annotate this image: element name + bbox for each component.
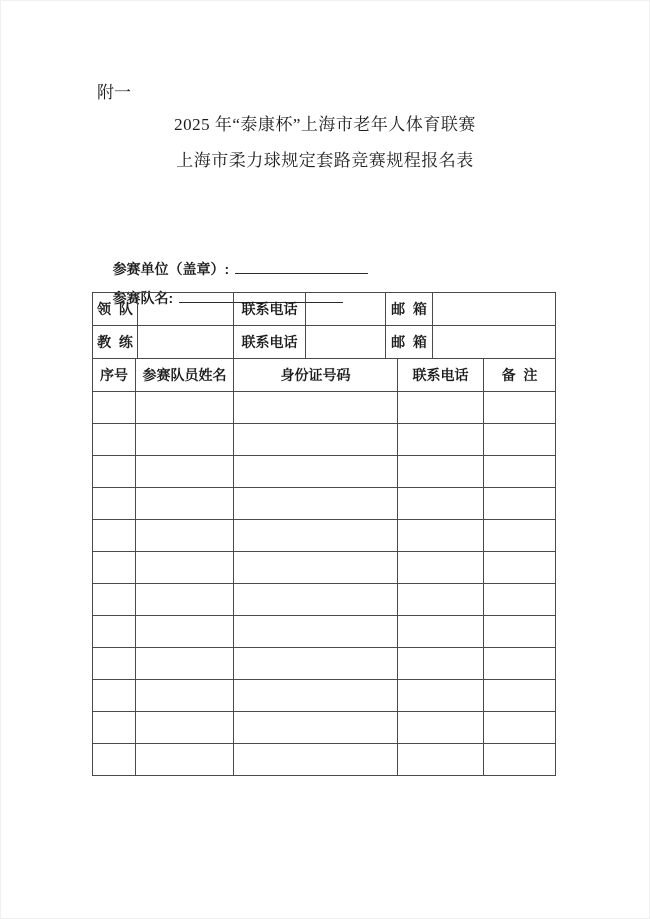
member-empty-cell — [398, 552, 484, 584]
registration-tables — [92, 292, 555, 776]
member-empty-cell — [234, 744, 398, 776]
member-empty-cell — [398, 616, 484, 648]
member-empty-cell — [484, 616, 556, 648]
member-empty-cell — [234, 424, 398, 456]
attachment-label: 附一 — [97, 83, 131, 102]
member-empty-cell — [484, 584, 556, 616]
member-header-number: 序号 — [93, 359, 136, 392]
member-table-body — [93, 392, 556, 776]
member-empty-cell — [398, 648, 484, 680]
member-empty-row — [93, 744, 556, 776]
member-empty-cell — [93, 488, 136, 520]
member-empty-cell — [136, 552, 234, 584]
coach-phone-label: 联系电话 — [234, 326, 306, 359]
member-header-remark: 备 注 — [484, 359, 556, 392]
member-empty-cell — [93, 616, 136, 648]
member-empty-cell — [234, 392, 398, 424]
member-empty-cell — [234, 712, 398, 744]
leader-email-cell — [433, 293, 556, 326]
member-empty-cell — [398, 744, 484, 776]
member-empty-cell — [93, 712, 136, 744]
member-empty-cell — [398, 712, 484, 744]
member-empty-row — [93, 712, 556, 744]
coach-email-label: 邮 箱 — [386, 326, 433, 359]
staff-row-coach — [93, 326, 556, 359]
member-empty-cell — [398, 520, 484, 552]
member-empty-cell — [398, 488, 484, 520]
member-empty-cell — [93, 744, 136, 776]
member-empty-cell — [93, 680, 136, 712]
member-empty-row — [93, 488, 556, 520]
member-empty-cell — [136, 424, 234, 456]
team-field-label: 参赛队名: — [112, 290, 174, 306]
leader-phone-label: 联系电话 — [234, 293, 306, 326]
member-empty-cell — [136, 456, 234, 488]
leader-name-cell — [138, 293, 234, 326]
member-empty-row — [93, 680, 556, 712]
member-roster-table — [92, 358, 556, 776]
member-empty-cell — [136, 744, 234, 776]
member-empty-cell — [484, 456, 556, 488]
member-empty-cell — [398, 584, 484, 616]
member-empty-cell — [484, 744, 556, 776]
leader-email-label: 邮 箱 — [386, 293, 433, 326]
member-empty-cell — [234, 456, 398, 488]
member-empty-cell — [93, 424, 136, 456]
member-empty-cell — [93, 648, 136, 680]
member-header-name: 参赛队员姓名 — [136, 359, 234, 392]
member-empty-cell — [136, 680, 234, 712]
member-empty-cell — [398, 424, 484, 456]
member-empty-cell — [93, 392, 136, 424]
member-empty-cell — [484, 680, 556, 712]
member-empty-cell — [136, 520, 234, 552]
member-empty-cell — [234, 488, 398, 520]
member-empty-cell — [93, 552, 136, 584]
member-empty-cell — [234, 680, 398, 712]
leader-role-label: 领 队 — [93, 293, 138, 326]
member-empty-cell — [136, 392, 234, 424]
member-empty-cell — [484, 488, 556, 520]
document-title-line1: 2025 年“泰康杯”上海市老年人体育联赛 — [174, 115, 476, 134]
member-empty-row — [93, 520, 556, 552]
member-header-row — [93, 359, 556, 392]
member-empty-cell — [484, 712, 556, 744]
coach-role-label: 教 练 — [93, 326, 138, 359]
member-empty-cell — [136, 648, 234, 680]
member-empty-cell — [484, 552, 556, 584]
member-empty-cell — [234, 616, 398, 648]
staff-row-leader — [93, 293, 556, 326]
member-empty-cell — [234, 520, 398, 552]
member-empty-cell — [93, 584, 136, 616]
member-empty-row — [93, 616, 556, 648]
member-empty-cell — [234, 552, 398, 584]
member-empty-cell — [234, 648, 398, 680]
member-header-phone: 联系电话 — [398, 359, 484, 392]
member-empty-row — [93, 584, 556, 616]
member-empty-cell — [136, 616, 234, 648]
member-empty-cell — [398, 456, 484, 488]
member-header-id: 身份证号码 — [234, 359, 398, 392]
member-empty-cell — [93, 520, 136, 552]
unit-field-label: 参赛单位（盖章）: — [112, 261, 230, 277]
member-empty-cell — [484, 392, 556, 424]
member-empty-cell — [93, 456, 136, 488]
member-empty-row — [93, 552, 556, 584]
member-empty-cell — [484, 648, 556, 680]
member-empty-cell — [234, 584, 398, 616]
member-empty-row — [93, 392, 556, 424]
coach-email-cell — [433, 326, 556, 359]
member-empty-cell — [484, 424, 556, 456]
member-empty-cell — [136, 584, 234, 616]
document-title-line2: 上海市柔力球规定套路竞赛规程报名表 — [176, 151, 474, 170]
member-empty-row — [93, 648, 556, 680]
member-empty-cell — [398, 392, 484, 424]
member-empty-row — [93, 456, 556, 488]
member-empty-cell — [136, 712, 234, 744]
coach-phone-cell — [306, 326, 386, 359]
coach-name-cell — [138, 326, 234, 359]
staff-info-table — [92, 292, 556, 359]
member-empty-cell — [136, 488, 234, 520]
leader-phone-cell — [306, 293, 386, 326]
member-empty-cell — [484, 520, 556, 552]
member-empty-row — [93, 424, 556, 456]
member-empty-cell — [398, 680, 484, 712]
